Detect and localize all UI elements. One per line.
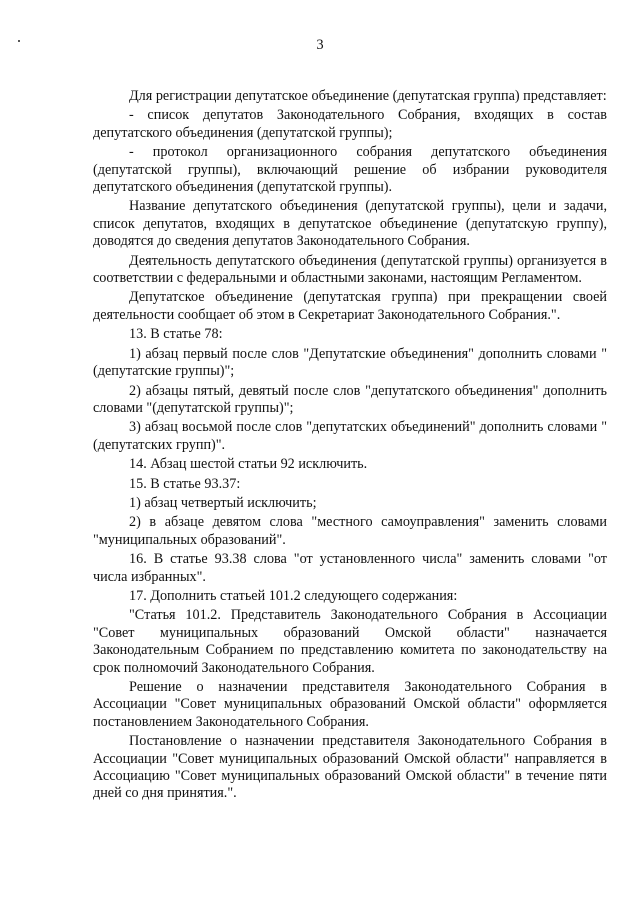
paragraph: Постановление о назначении представителя Законодательного Собрания в Ассоциации "Совет муниципальных образований Омской области" направляется в Ассоциацию "Совет муниципальных образований Омской области" в течение пяти дней со дня принятия.". [93, 733, 607, 802]
paragraph: Название депутатского объединения (депутатской группы), цели и задачи, список депутатов, входящих в депутатское объединение (депутатскую группу), доводятся до сведения депутатов Законодательного Собрания. [93, 198, 607, 250]
paragraph: - протокол организационного собрания депутатского объединения (депутатской группы), включающий решение об избрании руководителя депутатского объединения (депутатской группы). [93, 144, 607, 196]
paragraph: 1) абзац четвертый исключить; [129, 494, 317, 511]
paragraph: 16. В статье 93.38 слова "от установленного числа" заменить словами "от числа избранных". [93, 551, 607, 585]
paragraph: Деятельность депутатского объединения (депутатской группы) организуется в соответствии с федеральными и областными законами, настоящим Регламентом. [93, 252, 607, 287]
paragraph: 2) в абзаце девятом слова "местного самоуправления" заменить словами "муниципальных образований". [93, 514, 607, 548]
paragraph: 1) абзац первый после слов "Депутатские объединения" дополнить словами "(депутатские группы)"; [93, 345, 607, 380]
paragraph: Для регистрации депутатское объединение (депутатская группа) представляет: [129, 88, 607, 104]
paragraph: Депутатское объединение (депутатская группа) при прекращении своей деятельности сообщает об этом в Секретариат Законодательного Собрания.". [93, 289, 607, 323]
paragraph: Решение о назначении представителя Законодательного Собрания в Ассоциации "Совет муниципальных образований Омской области" оформляется постановлением Законодательного Собрания. [93, 679, 607, 730]
paragraph: 2) абзацы пятый, девятый после слов "депутатского объединения" дополнить словами "(депутатской группы)"; [93, 382, 607, 416]
paragraph: - список депутатов Законодательного Собрания, входящих в состав депутатского объединения (депутатской группы); [93, 107, 607, 141]
paragraph: 3) абзац восьмой после слов "депутатских объединений" дополнить словами "(депутатских групп)". [93, 419, 607, 453]
paragraph: 15. В статье 93.37: [129, 475, 241, 492]
paragraph: 13. В статье 78: [129, 326, 223, 343]
page-number: 3 [316, 37, 324, 53]
paragraph: "Статья 101.2. Представитель Законодательного Собрания в Ассоциации "Совет муниципальных образований Омской области" назначается Законодательным Собранием по представлению комитета по законодательству на срок полномочий Законодательного Собрания. [93, 607, 607, 676]
document-body [93, 88, 607, 805]
paragraph: 14. Абзац шестой статьи 92 исключить. [129, 456, 368, 473]
paragraph: 17. Дополнить статьей 101.2 следующего содержания: [129, 587, 458, 604]
